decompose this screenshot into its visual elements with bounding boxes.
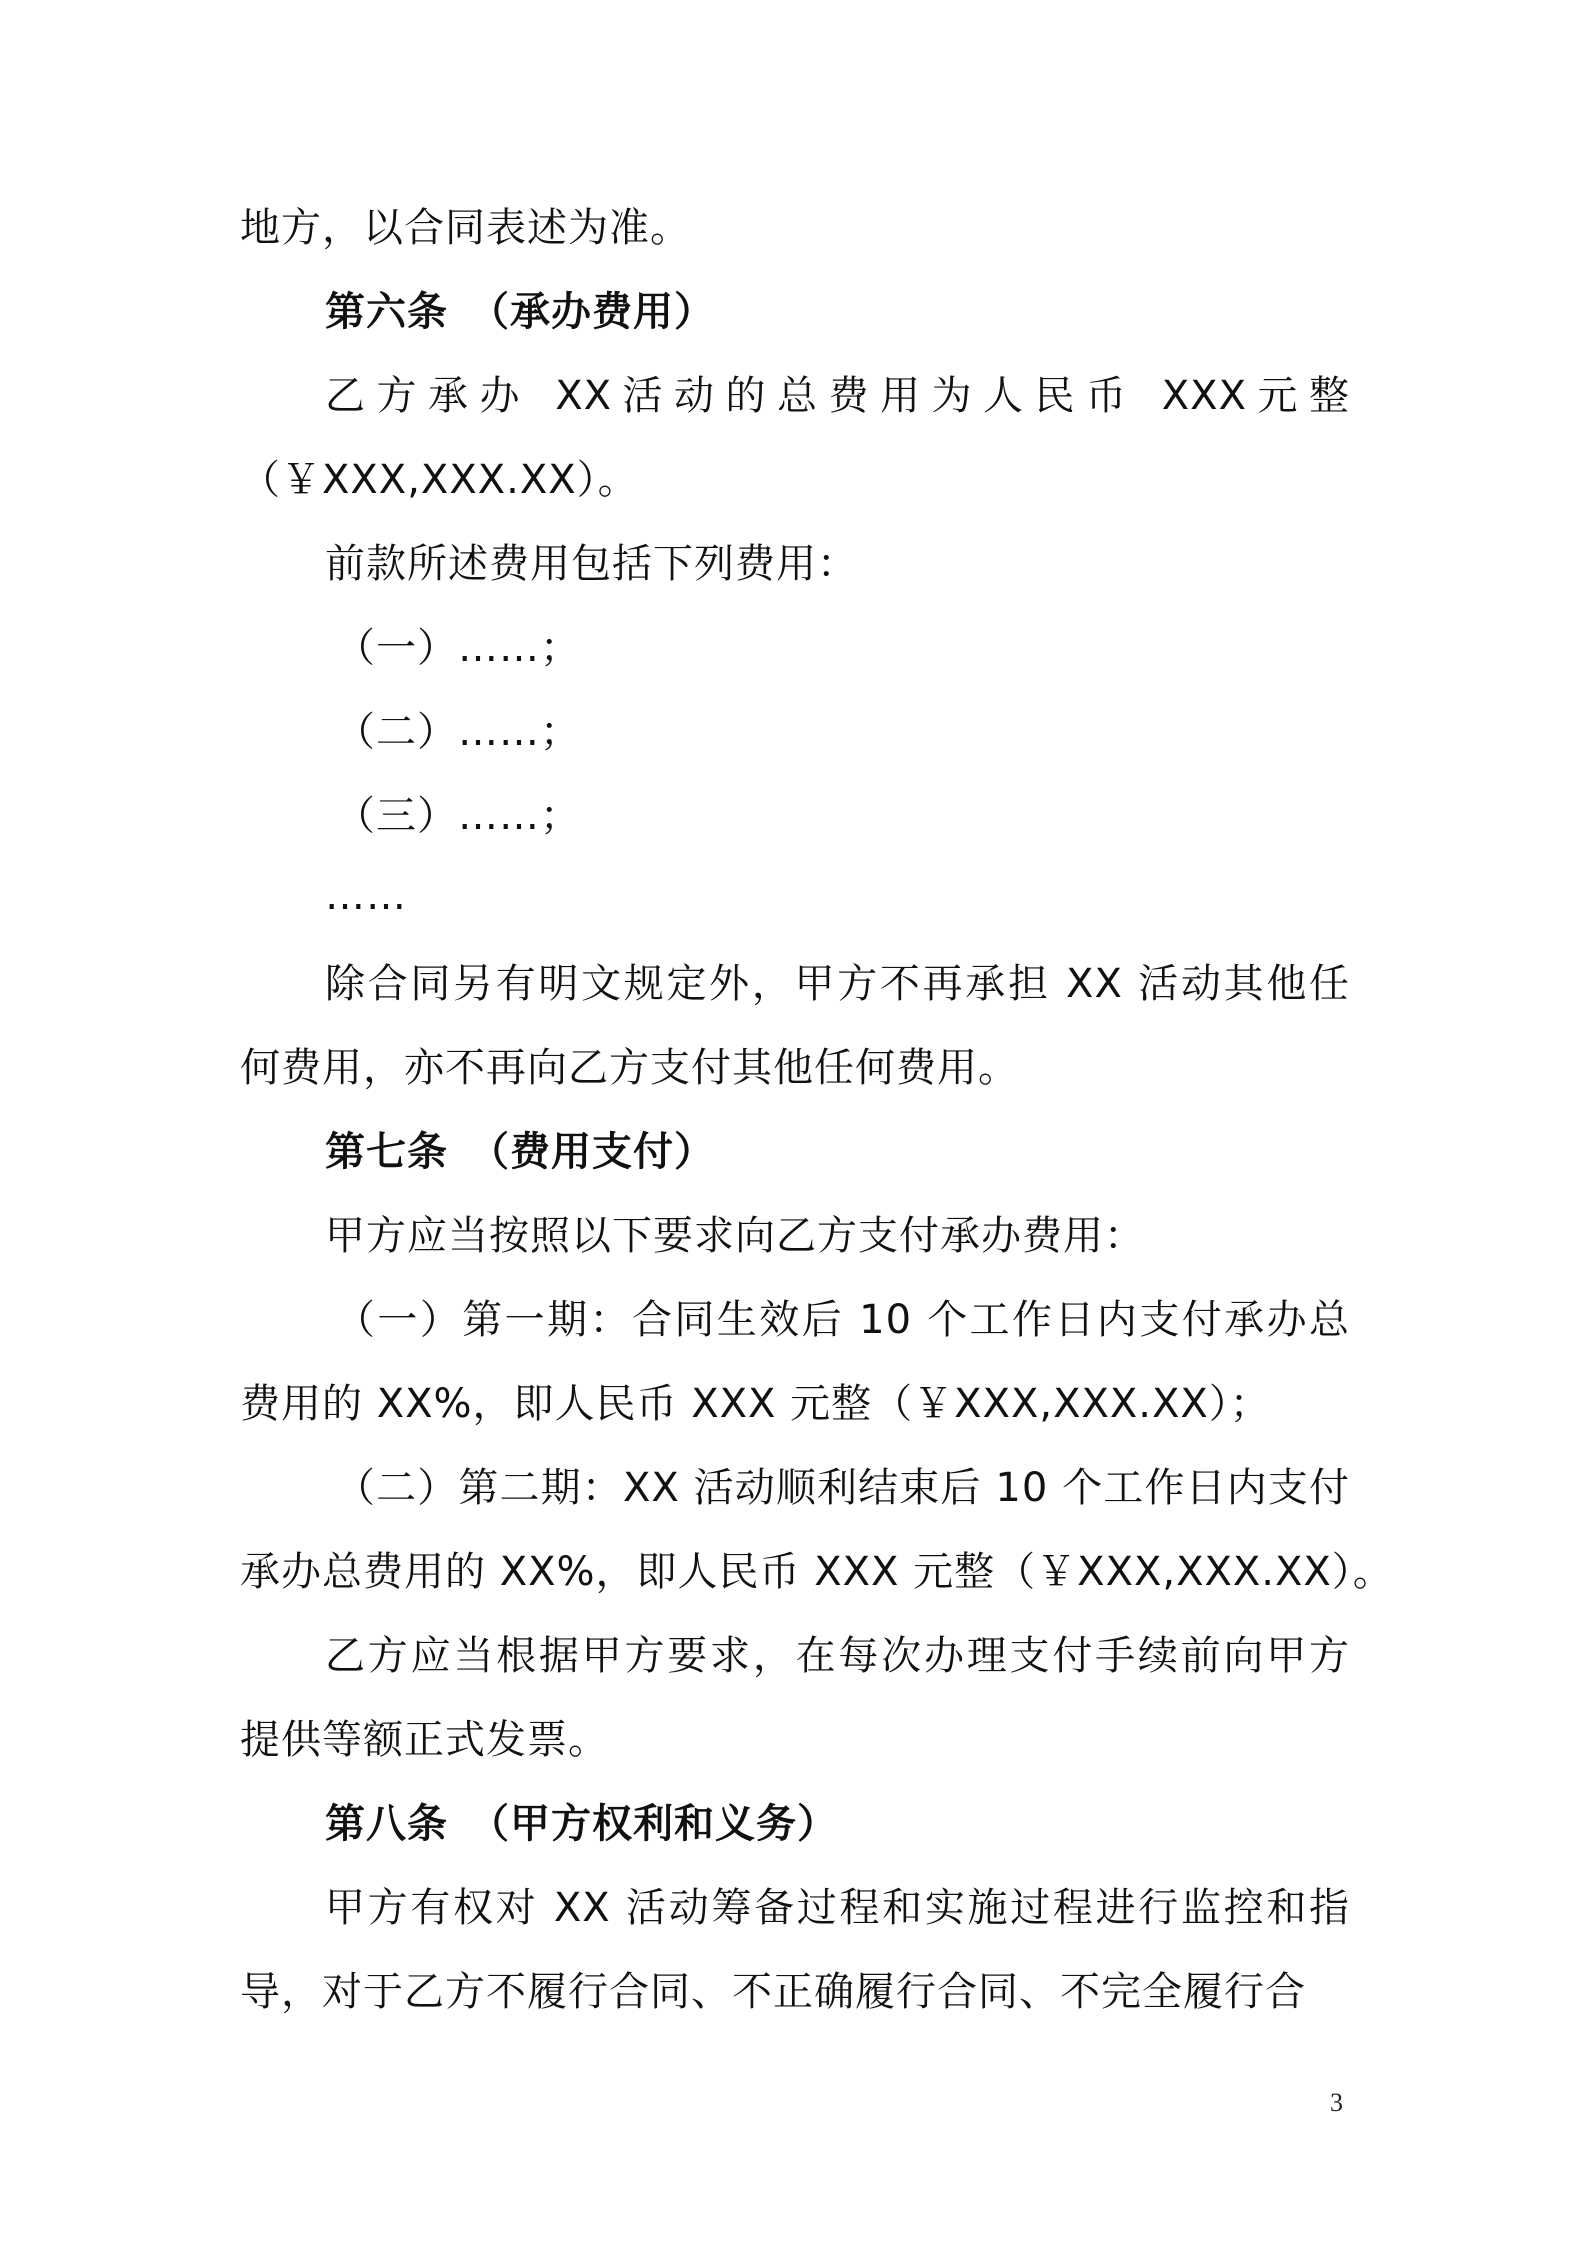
article-7-paragraph-1: 甲方应当按照以下要求向乙方支付承办费用： — [325, 1213, 1145, 1259]
article-7-item-2-line-1: （二）第二期：XX 活动顺利结束后 10 个工作日内支付 — [335, 1465, 1350, 1511]
list-item-2: （二）……； — [335, 709, 581, 755]
article-8-paragraph-1-line-1: 甲方有权对 XX 活动筹备过程和实施过程进行监控和指 — [325, 1885, 1350, 1931]
article-7-paragraph-2-line-1: 乙方应当根据甲方要求，在每次办理支付手续前向甲方 — [325, 1633, 1350, 1679]
list-item-3: （三）……； — [335, 793, 581, 839]
paragraph-continuation: 地方，以合同表述为准。 — [240, 205, 691, 251]
article-7-item-1-line-1: （一）第一期：合同生效后 10 个工作日内支付承办总 — [335, 1297, 1350, 1343]
page-number: 3 — [1330, 2088, 1343, 2117]
article-6-heading: 第六条 （承办费用） — [325, 289, 715, 335]
article-6-paragraph-1-line-2: （￥XXX,XXX.XX）。 — [240, 457, 639, 503]
article-6-paragraph-1-line-1: 乙方承办 XX活动的总费用为人民币 XXX元整 — [325, 373, 1350, 419]
article-8-heading: 第八条 （甲方权利和义务） — [325, 1801, 838, 1847]
article-6-paragraph-3-line-2: 何费用，亦不再向乙方支付其他任何费用。 — [240, 1045, 1019, 1091]
article-7-heading: 第七条 （费用支付） — [325, 1129, 715, 1175]
list-ellipsis: …… — [325, 873, 407, 919]
article-7-item-1-line-2: 费用的 XX%，即人民币 XXX 元整（￥XXX,XXX.XX）； — [240, 1381, 1271, 1427]
list-item-1: （一）……； — [335, 625, 581, 671]
article-6-paragraph-3-line-1: 除合同另有明文规定外，甲方不再承担 XX 活动其他任 — [325, 961, 1350, 1007]
article-7-item-2-line-2: 承办总费用的 XX%，即人民币 XXX 元整（￥XXX,XXX.XX）。 — [240, 1549, 1394, 1595]
article-7-paragraph-2-line-2: 提供等额正式发票。 — [240, 1717, 609, 1763]
article-6-paragraph-2: 前款所述费用包括下列费用： — [325, 541, 858, 587]
article-8-paragraph-1-line-2: 导，对于乙方不履行合同、不正确履行合同、不完全履行合 — [240, 1969, 1306, 2015]
